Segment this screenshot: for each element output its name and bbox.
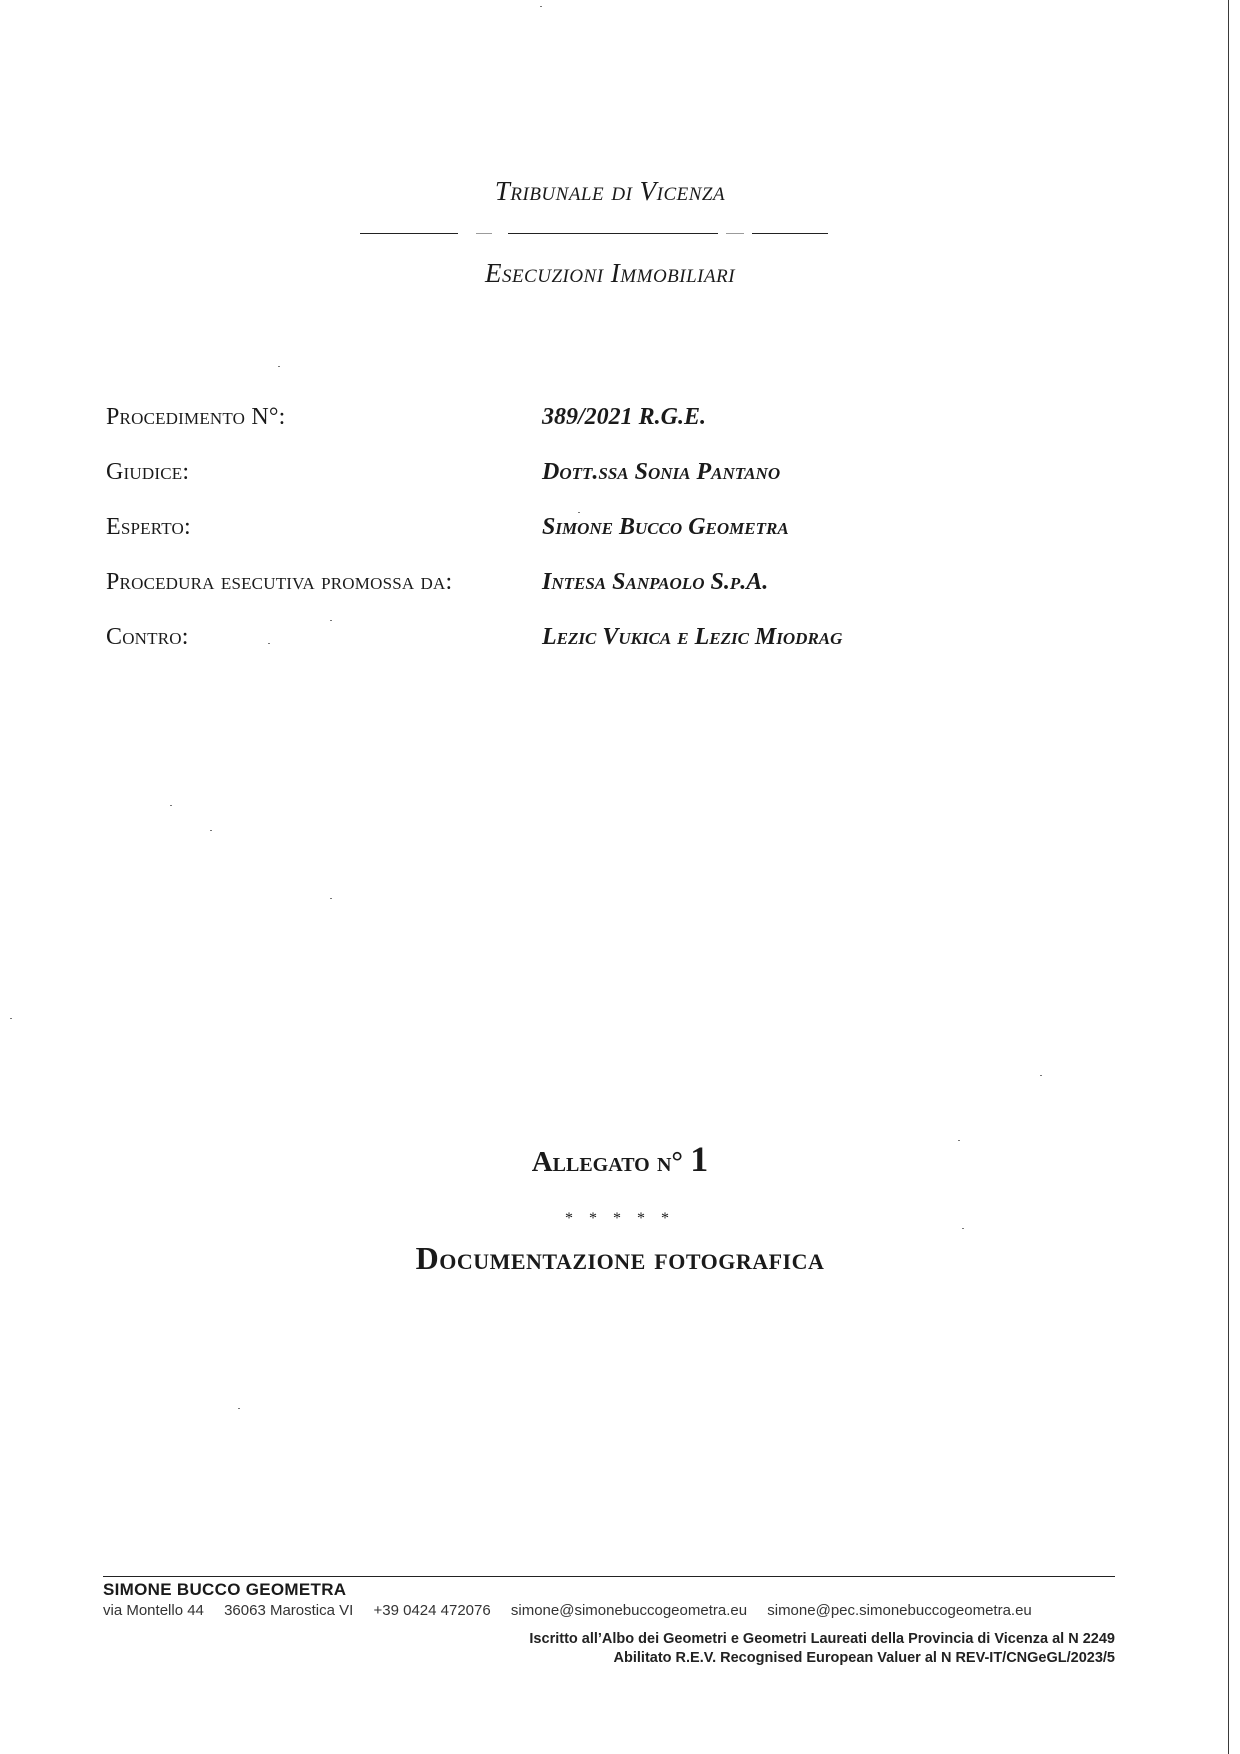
- footer-pec: simone@pec.simonebuccogeometra.eu: [767, 1602, 1032, 1619]
- procedure-details: [106, 404, 1006, 679]
- scan-speck: [962, 1228, 964, 1229]
- attachment-separator: * * * * *: [565, 1210, 675, 1227]
- attachment-title: Documentazione fotografica: [415, 1240, 825, 1276]
- footer-phone: +39 0424 472076: [373, 1602, 491, 1619]
- scan-speck: [278, 366, 280, 367]
- detail-row-expert: [106, 514, 1006, 569]
- footer-address: via Montello 44: [103, 1602, 204, 1619]
- scan-speck: [238, 1408, 240, 1409]
- scan-speck: [268, 643, 270, 644]
- scan-speck: [330, 898, 332, 899]
- footer-divider: [103, 1576, 1115, 1577]
- detail-label: Giudice:: [106, 459, 190, 485]
- court-title: Tribunale di Vicenza: [494, 176, 726, 206]
- section-title: Esecuzioni Immobiliari: [484, 258, 736, 288]
- attachment-heading: [340, 1138, 900, 1180]
- footer-registration: Iscritto all’Albo dei Geometri e Geometri Laureati della Provincia di Vicenza al N 2249: [529, 1631, 1115, 1647]
- scan-speck: [958, 1140, 960, 1141]
- scan-speck: [540, 6, 542, 7]
- detail-label: Esperto:: [106, 514, 191, 540]
- detail-label: Contro:: [106, 624, 189, 650]
- detail-row-judge: [106, 459, 1006, 514]
- scan-speck: [578, 512, 580, 513]
- title-divider: [476, 233, 492, 234]
- detail-value: Intesa Sanpaolo S.p.A.: [542, 569, 769, 595]
- footer-city: 36063 Marostica VI: [224, 1602, 354, 1619]
- page-edge-line: [1228, 0, 1229, 1754]
- title-divider: [726, 233, 744, 234]
- scan-speck: [210, 830, 212, 831]
- title-divider: [752, 233, 828, 234]
- attachment-number: 1: [690, 1139, 709, 1179]
- scan-speck: [1040, 1075, 1042, 1076]
- attachment-label: Allegato n°: [531, 1146, 684, 1178]
- scan-speck: [330, 620, 332, 621]
- scan-speck: [10, 1018, 12, 1019]
- footer-company-name: SIMONE BUCCO GEOMETRA: [103, 1580, 347, 1599]
- detail-row-promoted-by: [106, 569, 1006, 624]
- detail-value: Lezic Vukica e Lezic Miodrag: [542, 624, 843, 650]
- detail-row-procedure-number: [106, 404, 1006, 459]
- detail-row-against: [106, 624, 1006, 679]
- detail-label: Procedimento N°:: [106, 404, 286, 430]
- detail-label: Procedura esecutiva promossa da:: [106, 569, 453, 595]
- detail-value: 389/2021 R.G.E.: [542, 404, 707, 430]
- footer-email: simone@simonebuccogeometra.eu: [510, 1602, 748, 1619]
- scan-speck: [170, 805, 172, 806]
- footer-registration-block: [529, 1630, 1115, 1668]
- detail-value: Dott.ssa Sonia Pantano: [542, 459, 781, 485]
- title-divider: [508, 233, 718, 234]
- footer-qualification: Abilitato R.E.V. Recognised European Valuer al N REV-IT/CNGeGL/2023/5: [613, 1650, 1115, 1666]
- footer-contacts: [103, 1602, 1032, 1619]
- title-divider: [360, 233, 458, 234]
- detail-value: Simone Bucco Geometra: [542, 514, 789, 540]
